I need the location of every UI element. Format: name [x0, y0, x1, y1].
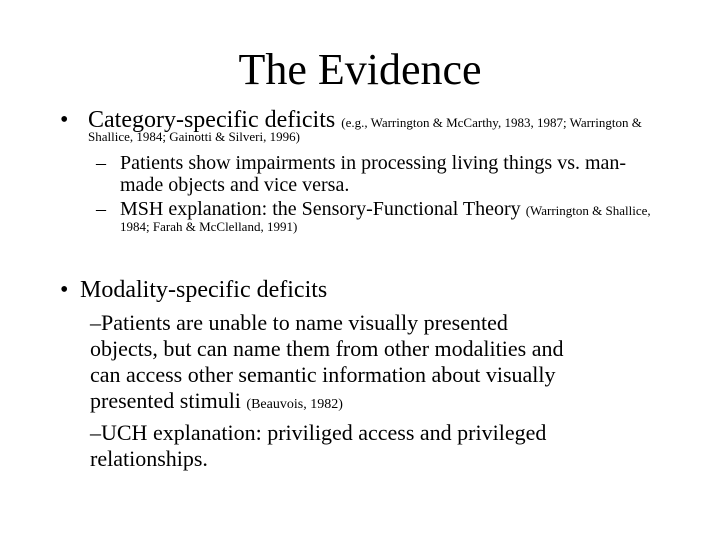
sub-bullet-marker: – [96, 152, 106, 174]
bullet-marker: • [60, 107, 69, 133]
bullet-marker: • [60, 277, 69, 303]
bullet-modality-specific: Modality-specific deficits [80, 277, 328, 303]
modality-line: –Patients are unable to name visually presented [90, 310, 508, 335]
citation-inline: (Beauvois, 1982) [246, 397, 343, 412]
sub-bullet-line: Patients show impairments in processing living things vs. man- [120, 152, 627, 174]
modality-item-patients [90, 310, 700, 418]
bullet-label: Category-specific deficits [88, 107, 336, 133]
citation-inline: (e.g., Warrington & McCarthy, 1983, 1987; Warrington & [341, 115, 642, 130]
modality-line-last [90, 388, 700, 418]
sub-bullet-impairments [120, 152, 710, 196]
sub-bullet-text: MSH explanation: the Sensory-Functional Theory [120, 198, 521, 220]
modality-line: objects, but can name them from other modalities and [90, 336, 564, 361]
modality-line: can access other semantic information about visually [90, 362, 556, 387]
modality-line: –UCH explanation: priviliged access and privileged [90, 420, 547, 445]
modality-line: relationships. [90, 446, 208, 471]
citation-continuation: Shallice, 1984; Gainotti & Silveri, 1996) [88, 129, 300, 144]
citation-continuation: 1984; Farah & McClelland, 1991) [120, 219, 298, 234]
slide-title: The Evidence [238, 45, 482, 94]
sub-bullet-line: made objects and vice versa. [120, 174, 350, 196]
modality-line: presented stimuli [90, 388, 241, 413]
citation-inline: (Warrington & Shallice, [525, 203, 651, 218]
sub-bullet-marker: – [96, 198, 106, 220]
modality-item-uch [90, 420, 700, 472]
